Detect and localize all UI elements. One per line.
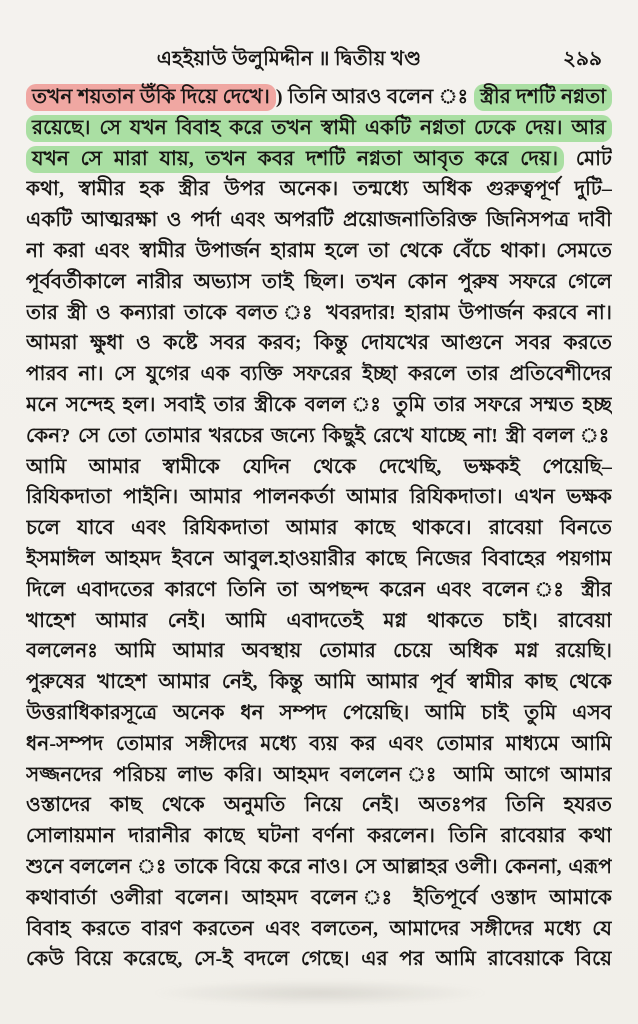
- text-line: [26, 113, 612, 144]
- text-line: [26, 821, 612, 852]
- highlighted-text-segment: স্ত্রীর দশটি নগ্নতা: [474, 84, 612, 111]
- text-segment: পারব না। সে যুগের এক ব্যক্তি সফরের ইচ্ছা করলে তার প্রতিবেশীদের: [26, 363, 612, 386]
- text-line: [26, 667, 612, 698]
- text-line: [26, 513, 612, 544]
- text-line: [26, 729, 612, 760]
- text-segment: সোলায়মান দারানীর কাছে ঘটনা বর্ণনা করলেন। তিনি রাবেয়ার কথা: [26, 825, 612, 848]
- page-number: ২৯৯: [563, 48, 602, 70]
- text-segment: ) তিনি আরও বলেন ঃ: [275, 86, 475, 108]
- text-line: [26, 298, 612, 329]
- page-body-text: [26, 82, 612, 975]
- text-line: [26, 636, 612, 667]
- text-line: [26, 852, 612, 883]
- text-segment: কেউ বিয়ে করেছে, সে-ই বদলে গেছে। এর পর আমি রাবেয়াকে বিয়ে: [26, 948, 612, 971]
- text-line: [26, 698, 612, 729]
- text-line: [26, 606, 612, 637]
- text-segment: সজ্জনদের পরিচয় লাভ করি। আহমদ বললেন ঃ আমি আগে আমার: [26, 763, 612, 786]
- text-segment: ইসমাঈল আহমদ ইবনে আবুল.হাওয়ারীর কাছে নিজের বিবাহের পয়গাম: [26, 547, 612, 570]
- text-segment: মনে সন্দেহ হল। সবাই তার স্ত্রীকে বলল ঃ তুমি তার সফরে সম্মত হচ্ছ: [26, 393, 612, 416]
- text-segment: পূর্ববর্তীকালে নারীর অভ্যাস তাই ছিল। তখন কোন পুরুষ সফরে গেলে: [26, 270, 612, 293]
- text-line: [26, 575, 612, 606]
- text-segment: খাহেশ আমার নেই। আমি এবাদতেই মগ্ন থাকতে চাই। রাবেয়া: [26, 609, 612, 632]
- text-segment: বিবাহ করতে বারণ করতেন এবং বলতেন, আমাদের সঙ্গীদের মধ্যে যে: [26, 917, 612, 940]
- text-line: [26, 421, 612, 452]
- text-segment: তার স্ত্রী ও কন্যারা তাকে বলত ঃ খবরদার! হারাম উপার্জন করবে না।: [26, 301, 612, 324]
- text-line: [26, 883, 612, 914]
- scan-bleedthrough-artifact: [150, 980, 490, 1006]
- text-segment: রিযিকদাতা পাইনি। আমার পালনকর্তা আমার রিযিকদাতা। এখন ভক্ষক: [26, 486, 612, 509]
- text-line: [26, 82, 612, 113]
- text-segment: দিলে এবাদতের কারণে তিনি তা অপছন্দ করেন এবং বলেন ঃ স্ত্রীর: [26, 578, 612, 601]
- text-segment: ওস্তাদের কাছ থেকে অনুমতি নিয়ে নেই। অতঃপর তিনি হযরত: [26, 794, 612, 817]
- text-segment: চলে যাবে এবং রিযিকদাতা আমার কাছে থাকবে। রাবেয়া বিনতে: [26, 517, 612, 540]
- text-segment: পুরুষের খাহেশ আমার নেই, কিন্তু আমি আমার পূর্ব স্বামীর কাছ থেকে: [26, 671, 612, 694]
- highlighted-text-segment: যখন সে মারা যায়, তখন কবর দশটি নগ্নতা আবৃত করে দেয়।: [26, 146, 564, 173]
- page-header: [28, 44, 610, 74]
- text-segment: কথা, স্বামীর হক স্ত্রীর উপর অনেক। তন্মধ্যে অধিক গুরুত্বপূর্ণ দুটি–: [26, 178, 612, 201]
- text-line: [26, 760, 612, 791]
- text-line: [26, 544, 612, 575]
- text-segment: ধন-সম্পদ তোমার সঙ্গীদের মধ্যে ব্যয় কর এবং তোমার মাধ্যমে আমি: [26, 732, 612, 755]
- text-line: [26, 452, 612, 483]
- text-segment: না করা এবং স্বামীর উপার্জন হারাম হলে তা থেকে বেঁচে থাকা। সেমতে: [26, 239, 612, 262]
- text-line: [26, 790, 612, 821]
- highlighted-text-segment: রয়েছে। সে যখন বিবাহ করে তখন স্বামী একটি নগ্নতা ঢেকে দেয়। আর: [26, 115, 612, 142]
- text-segment: কথাবার্তা ওলীরা বলেন। আহমদ বলেন ঃ ইতিপূর্বে ওস্তাদ আমাকে: [26, 886, 612, 909]
- highlighted-text-segment: তখন শয়তান উঁকি দিয়ে দেখে।: [26, 84, 276, 111]
- text-line: [26, 174, 612, 205]
- text-segment: শুনে বললেন ঃ তাকে বিয়ে করে নাও। সে আল্লাহর ওলী। কেননা, এরূপ: [26, 855, 612, 878]
- text-segment: উত্তরাধিকারসূত্রে অনেক ধন সম্পদ পেয়েছি। আমি চাই তুমি এসব: [26, 701, 612, 724]
- text-segment: বললেনঃ আমি আমার অবস্থায় তোমার চেয়ে অধিক মগ্ন রয়েছি।: [26, 640, 612, 663]
- book-title-header: এহইয়াউ উলুমিদ্দীন ॥ দ্বিতীয় খণ্ড: [156, 48, 422, 70]
- text-line: [26, 236, 612, 267]
- text-line: [26, 205, 612, 236]
- text-line: [26, 359, 612, 390]
- text-line: [26, 914, 612, 945]
- text-segment: আমরা ক্ষুধা ও কষ্টে সবর করব; কিন্তু দোযখের আগুনে সবর করতে: [26, 332, 612, 355]
- text-segment: আমি আমার স্বামীকে যেদিন থেকে দেখেছি, ভক্ষকই পেয়েছি–: [26, 455, 612, 478]
- text-segment: কেন? সে তো তোমার খরচের জন্যে কিছুই রেখে যাচ্ছে না! স্ত্রী বলল ঃ: [26, 424, 612, 447]
- text-segment: একটি আত্মরক্ষা ও পর্দা এবং অপরটি প্রয়োজনাতিরিক্ত জিনিসপত্র দাবী: [26, 209, 612, 232]
- text-line: [26, 328, 612, 359]
- text-line: [26, 267, 612, 298]
- text-line: [26, 144, 612, 175]
- text-line: [26, 482, 612, 513]
- text-segment: মোট: [564, 147, 612, 170]
- text-line: [26, 390, 612, 421]
- text-line: [26, 944, 612, 975]
